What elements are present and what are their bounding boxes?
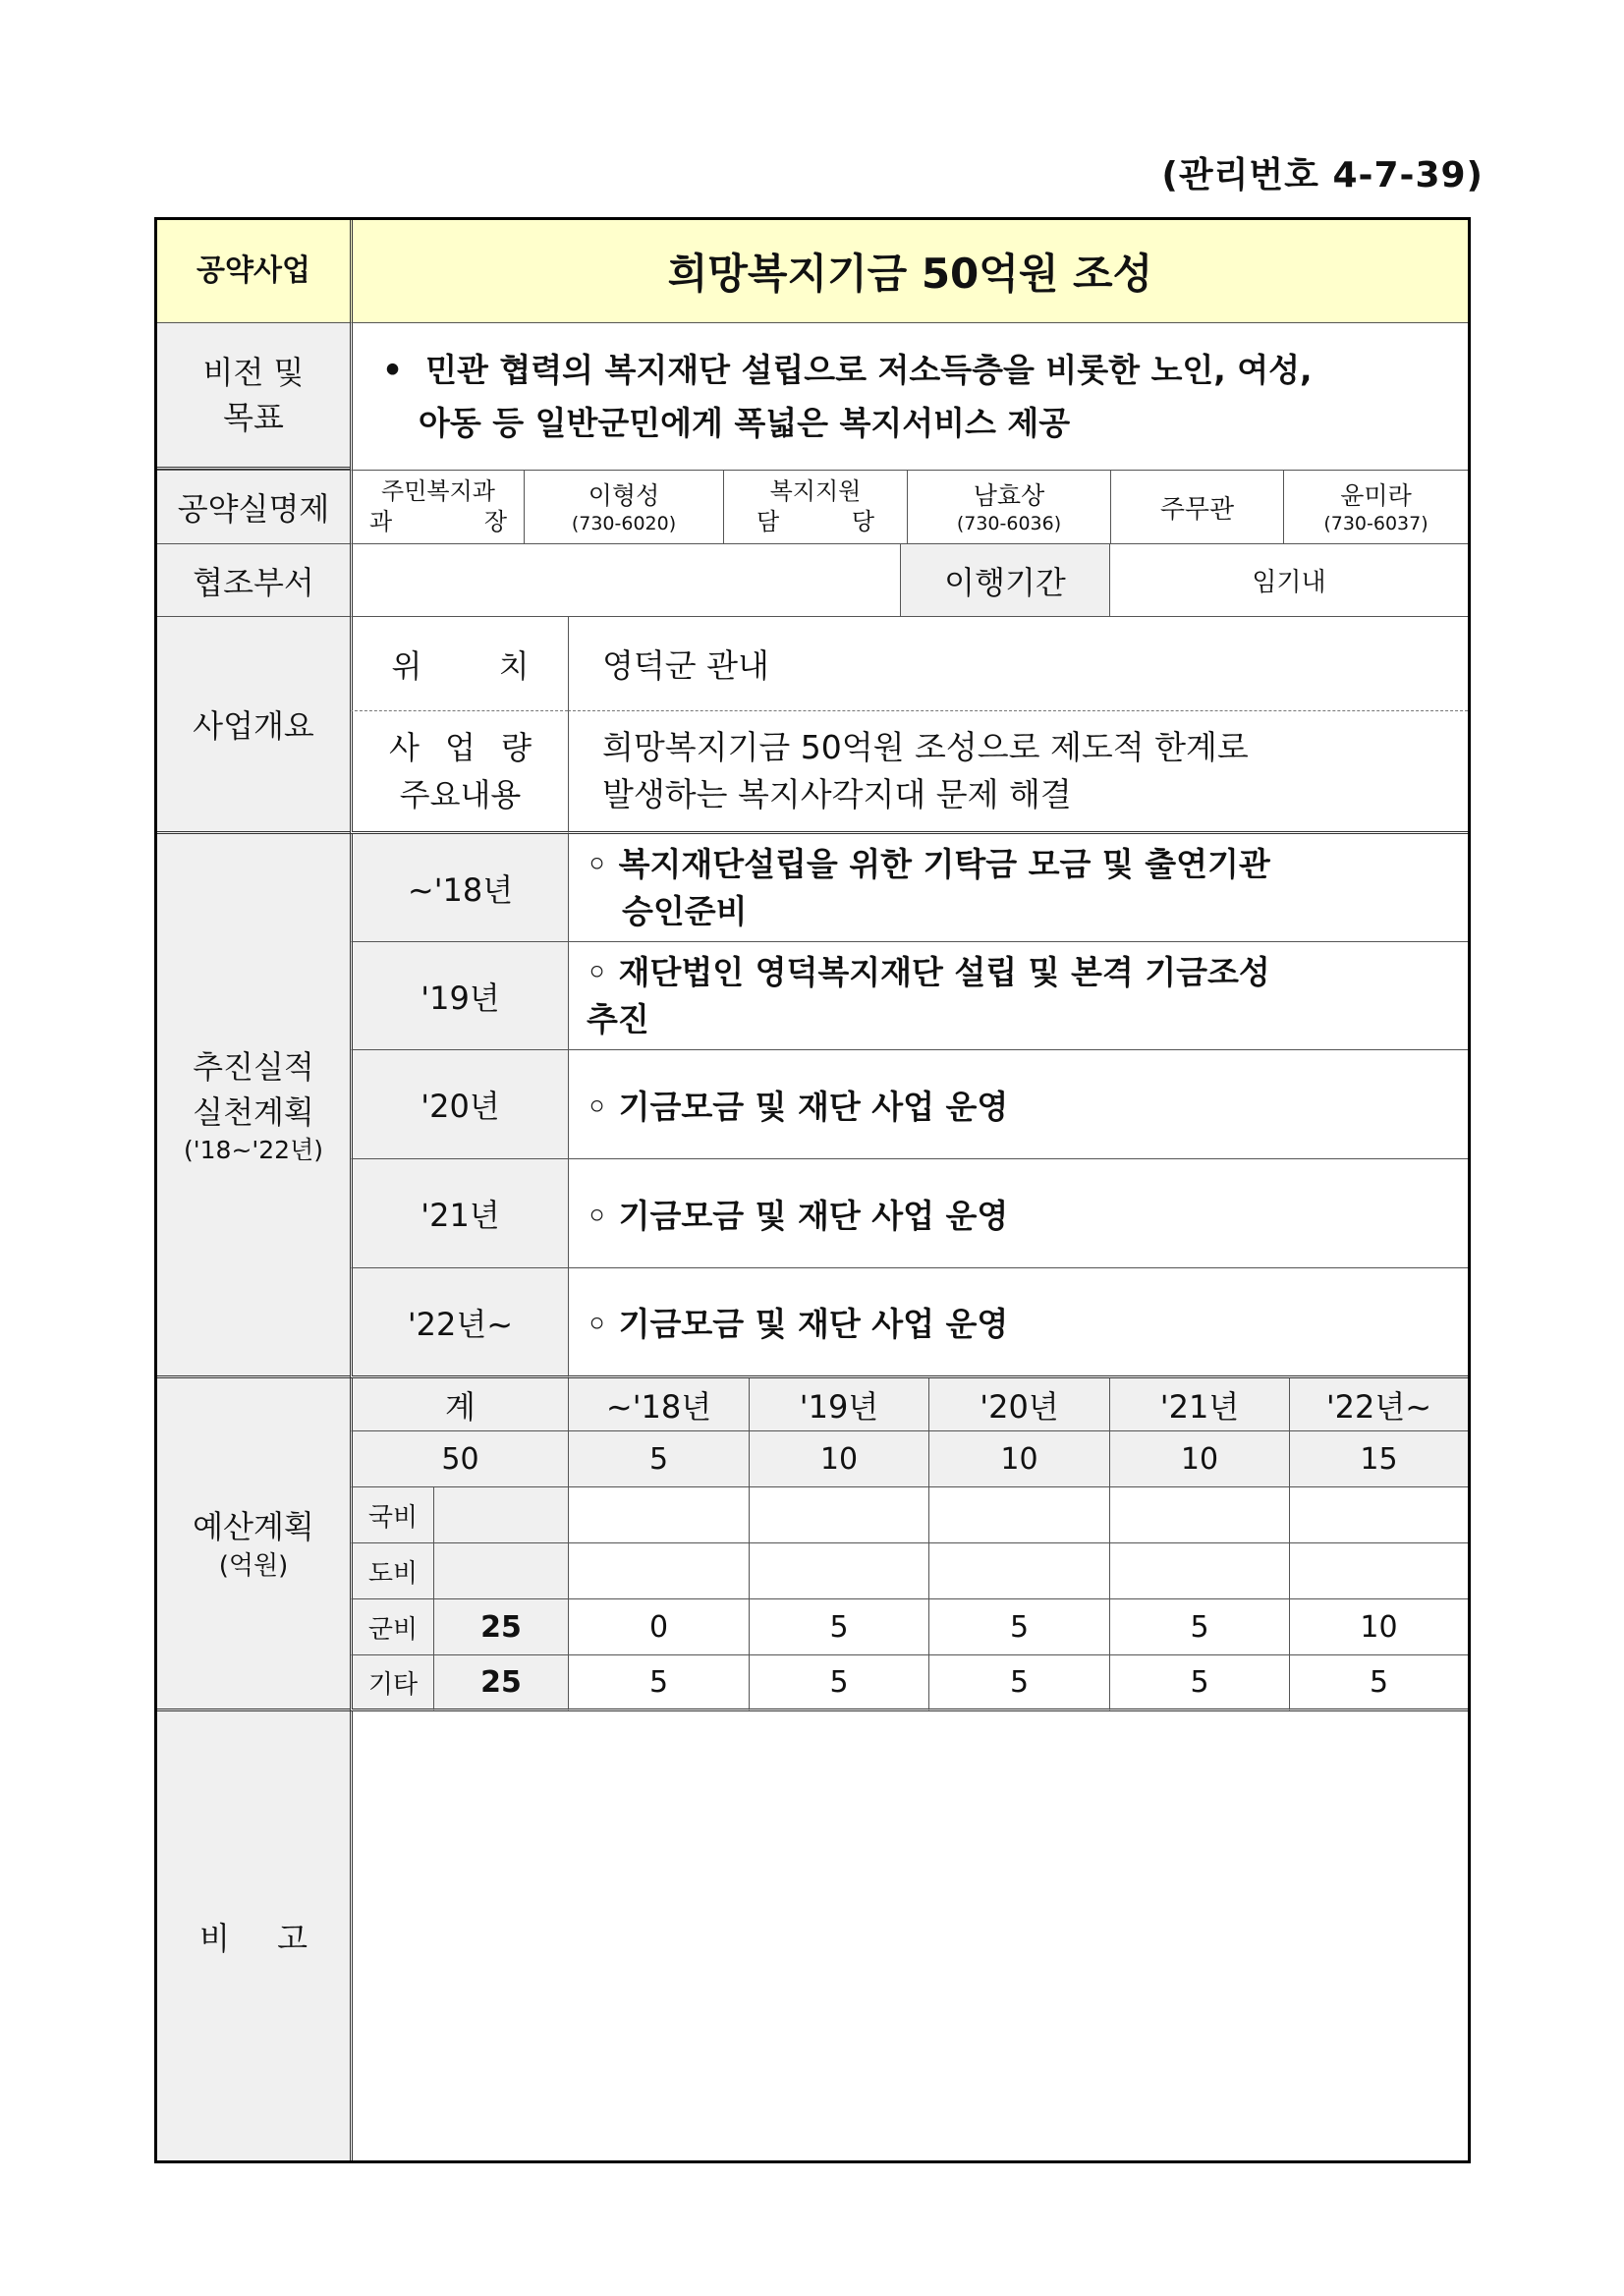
person1-name: 이형성 xyxy=(588,481,660,510)
content-line1: 희망복지기금 50억원 조성으로 제도적 한계로 xyxy=(602,728,1249,766)
progress-item xyxy=(568,834,1468,942)
budget-cell xyxy=(1289,1543,1468,1599)
progress-year: '22년~ xyxy=(350,1268,568,1378)
person3-title: 주무관 xyxy=(1110,470,1283,544)
progress-year: '20년 xyxy=(350,1050,568,1159)
location-label-text: 위 치 xyxy=(391,646,530,685)
budget-header: ~'18년 xyxy=(568,1378,749,1431)
budget-cell xyxy=(1109,1487,1289,1543)
person2-name: 남효상 xyxy=(973,481,1045,510)
vision-text xyxy=(350,322,1468,470)
budget-cell xyxy=(928,1543,1109,1599)
location-label xyxy=(350,617,568,711)
budget-cell: 5 xyxy=(1109,1655,1289,1711)
budget-total: 10 xyxy=(1109,1431,1289,1487)
person1-phone: (730-6020) xyxy=(571,513,677,534)
budget-row-sum: 25 xyxy=(433,1599,568,1655)
progress-item: ◦ 기금모금 및 재단 사업 운영 xyxy=(568,1268,1468,1378)
vision-text-line1: 민관 협력의 복지재단 설립으로 저소득층을 비롯한 노인, 여성, xyxy=(425,350,1313,389)
vision-label-line2: 목표 xyxy=(223,399,284,436)
budget-row-sum: 25 xyxy=(433,1655,568,1711)
person1-title-line1: 주민복지과 xyxy=(381,477,495,505)
budget-cell: 10 xyxy=(1289,1599,1468,1655)
person3 xyxy=(1283,470,1468,544)
budget-cell xyxy=(928,1487,1109,1543)
budget-cell xyxy=(749,1543,928,1599)
budget-cell xyxy=(1289,1487,1468,1543)
budget-header: '21년 xyxy=(1109,1378,1289,1431)
budget-header: '22년~ xyxy=(1289,1378,1468,1431)
content-label-line1: 사 업 량 xyxy=(389,729,532,766)
overview-label: 사업개요 xyxy=(157,617,350,834)
progress-item: ◦ 기금모금 및 재단 사업 운영 xyxy=(568,1159,1468,1268)
budget-table xyxy=(350,1378,1468,1711)
budget-label-line1: 예산계획 xyxy=(193,1508,314,1545)
pledge-label: 공약사업 xyxy=(157,220,350,322)
progress-label-line2: 실천계획 xyxy=(193,1092,314,1131)
progress-rows xyxy=(350,834,1468,1378)
period-label: 이행기간 xyxy=(900,544,1109,617)
period-value: 임기내 xyxy=(1109,544,1468,617)
budget-cell: 5 xyxy=(1289,1655,1468,1711)
progress-label-line1: 추진실적 xyxy=(193,1047,314,1086)
budget-total: 15 xyxy=(1289,1431,1468,1487)
budget-header: 계 xyxy=(350,1378,568,1431)
budget-cell: 5 xyxy=(1109,1599,1289,1655)
coop-value xyxy=(350,544,900,617)
budget-row-sum xyxy=(433,1487,568,1543)
person1-title-line2: 과 장 xyxy=(369,508,507,535)
budget-cell: 5 xyxy=(928,1655,1109,1711)
content-line2: 발생하는 복지사각지대 문제 해결 xyxy=(602,775,1072,813)
budget-cell xyxy=(568,1543,749,1599)
person3-phone: (730-6037) xyxy=(1323,513,1428,534)
progress-label-line3: ('18~'22년) xyxy=(184,1135,323,1164)
budget-cell: 5 xyxy=(749,1655,928,1711)
content-value xyxy=(568,711,1468,834)
person2-title xyxy=(723,470,907,544)
remarks-label xyxy=(157,1711,350,2160)
budget-cell: 5 xyxy=(749,1599,928,1655)
budget-row-label: 도비 xyxy=(350,1543,433,1599)
progress-label xyxy=(157,834,350,1378)
budget-cell xyxy=(749,1487,928,1543)
progress-item-line1: ◦ 재단법인 영덕복지재단 설립 및 본격 기금조성 xyxy=(587,952,1270,991)
budget-row-label: 기타 xyxy=(350,1655,433,1711)
person3-name: 윤미라 xyxy=(1340,481,1412,510)
vision-text-line2: 아동 등 일반군민에게 폭넓은 복지서비스 제공 xyxy=(419,403,1071,442)
budget-cell: 0 xyxy=(568,1599,749,1655)
budget-row-label: 군비 xyxy=(350,1599,433,1655)
person1-title xyxy=(350,470,524,544)
person2-title-line1: 복지지원 xyxy=(769,477,862,505)
progress-item-line2: 추진 xyxy=(587,999,649,1038)
pledge-title: 희망복지기금 50억원 조성 xyxy=(350,220,1468,322)
budget-cell: 5 xyxy=(928,1599,1109,1655)
progress-item: ◦ 기금모금 및 재단 사업 운영 xyxy=(568,1050,1468,1159)
budget-row-label: 국비 xyxy=(350,1487,433,1543)
person2-title-line2: 담 당 xyxy=(756,508,874,535)
budget-header: '19년 xyxy=(749,1378,928,1431)
bullet-icon: • xyxy=(382,350,404,389)
remarks-label-text: 비 고 xyxy=(199,1919,308,1957)
budget-header: '20년 xyxy=(928,1378,1109,1431)
progress-year: ~'18년 xyxy=(350,834,568,942)
content-label xyxy=(350,711,568,834)
progress-year: '19년 xyxy=(350,942,568,1050)
remarks-value xyxy=(350,1711,1468,2160)
budget-cell xyxy=(568,1487,749,1543)
progress-item-line1: ◦ 복지재단설립을 위한 기탁금 모금 및 출연기관 xyxy=(587,844,1270,883)
vision-label xyxy=(157,322,350,470)
budget-label xyxy=(157,1378,350,1711)
content-label-line2: 주요내용 xyxy=(399,776,522,813)
coop-label: 협조부서 xyxy=(157,544,350,617)
budget-total: 10 xyxy=(928,1431,1109,1487)
person2-phone: (730-6036) xyxy=(956,513,1062,534)
progress-item-line2: 승인준비 xyxy=(622,891,748,930)
budget-total: 5 xyxy=(568,1431,749,1487)
pledge-form-table xyxy=(154,217,1471,2163)
budget-label-line2: (억원) xyxy=(218,1551,289,1581)
budget-row-sum xyxy=(433,1543,568,1599)
progress-item xyxy=(568,942,1468,1050)
person1 xyxy=(524,470,723,544)
progress-year: '21년 xyxy=(350,1159,568,1268)
location-value: 영덕군 관내 xyxy=(568,617,1468,711)
budget-total: 10 xyxy=(749,1431,928,1487)
budget-total: 50 xyxy=(350,1431,568,1487)
vision-label-line1: 비전 및 xyxy=(202,354,305,391)
person2 xyxy=(907,470,1110,544)
budget-cell: 5 xyxy=(568,1655,749,1711)
management-number: (관리번호 4-7-39) xyxy=(1161,155,1484,196)
names-label: 공약실명제 xyxy=(157,470,350,544)
budget-cell xyxy=(1109,1543,1289,1599)
